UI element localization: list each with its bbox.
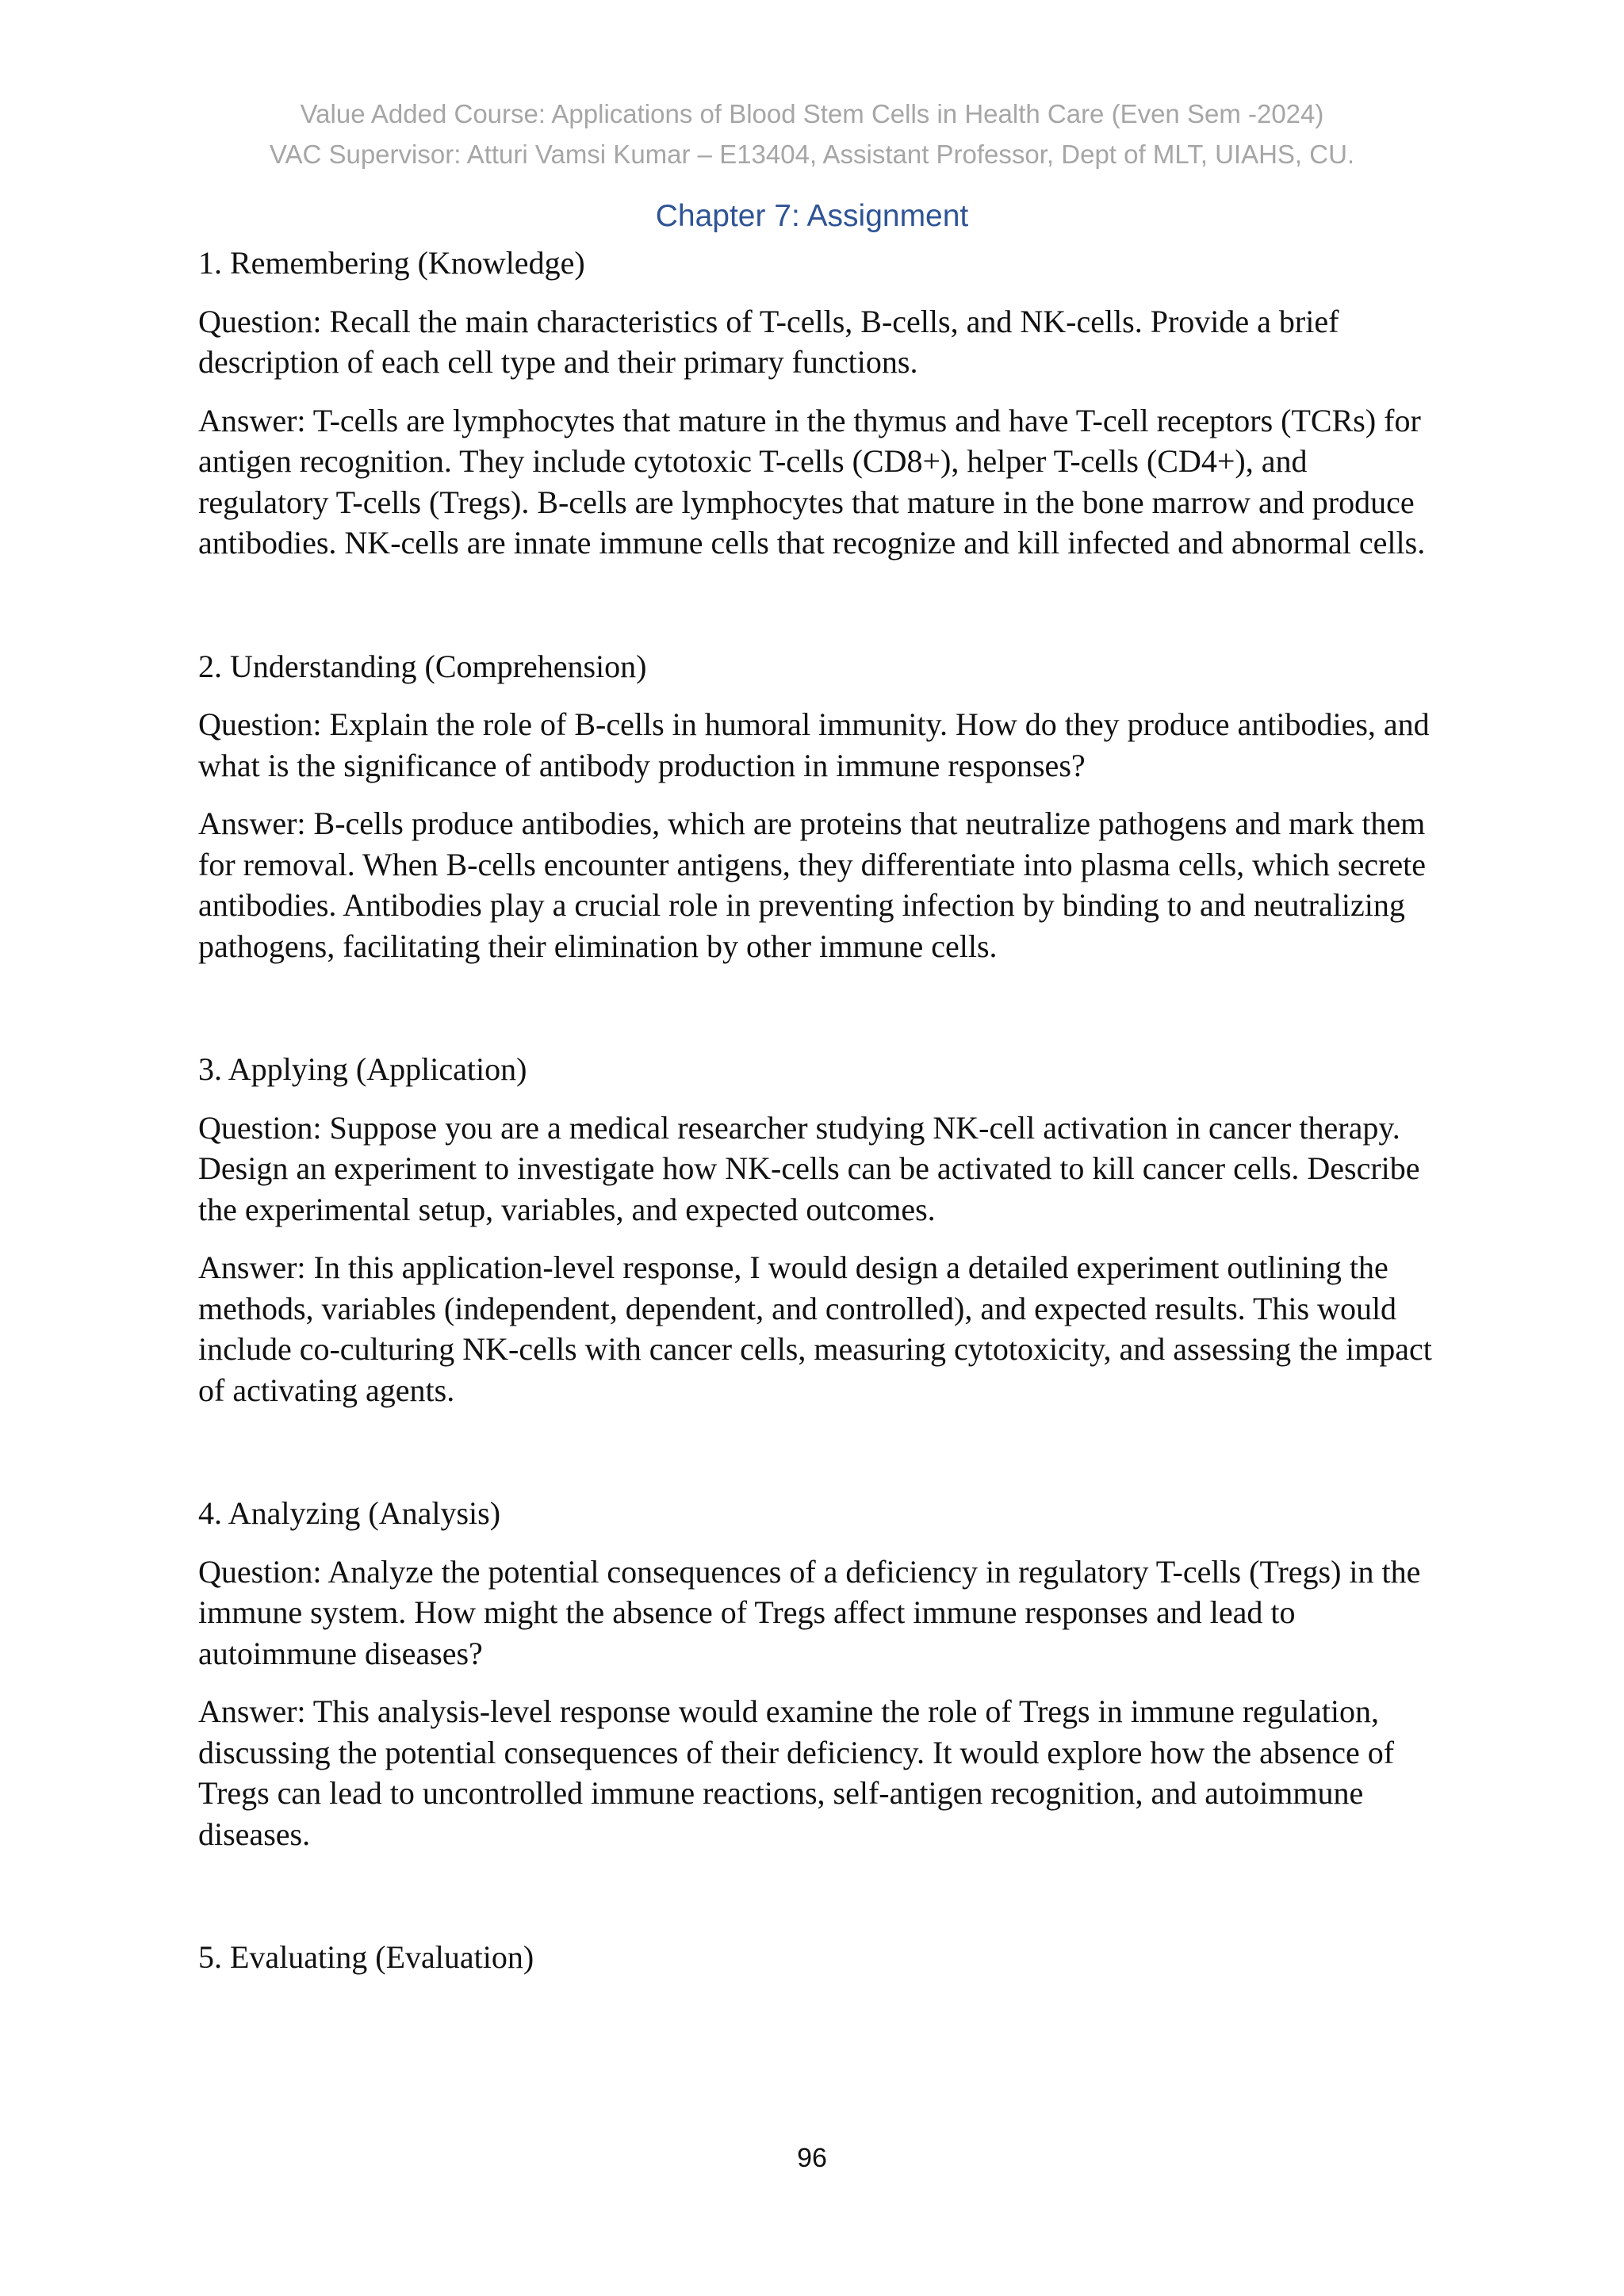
section-spacer [198,984,1443,1049]
section-spacer [198,1872,1443,1937]
answer-text: Answer: B-cells produce antibodies, which are proteins that neutralize pathogens and mark them for removal. When B-cells encounter antigens, they differentiate into plasma cells, which secrete antibodies. Antibodies play a crucial role in preventing infection by binding to and neutralizing pathogens, facilitating their elimination by other immune cells. [198,806,1426,964]
page-number: 96 [797,2143,827,2173]
answer-text: Answer: In this application-level response, I would design a detailed experiment outlining the methods, variables (independent, dependent, and controlled), and expected results. This would include co-culturing NK-cells with cancer cells, measuring cytotoxicity, and assessing the impact of activating agents. [198,1249,1432,1408]
section-heading: 3. Applying (Application) [198,1051,527,1087]
section-analyzing [198,1493,1443,1854]
question-text: Question: Analyze the potential consequences of a deficiency in regulatory T-cells (Tregs) in the immune system. How might the absence of Tregs affect immune responses and lead to autoimmune diseases? [198,1553,1421,1671]
question-text: Question: Explain the role of B-cells in humoral immunity. How do they produce antibodies, and what is the significance of antibody production in immune responses? [198,706,1430,783]
section-spacer [198,1428,1443,1493]
header-course-line: Value Added Course: Applications of Blood Stem Cells in Health Care (Even Sem -2024) [300,99,1324,128]
assignment-content [198,243,1443,1996]
question-text: Question: Recall the main characteristics of T-cells, B-cells, and NK-cells. Provide a brief description of each cell type and their primary functions. [198,303,1339,380]
section-spacer [198,581,1443,646]
section-evaluating [198,1937,1443,1978]
question-text: Question: Suppose you are a medical researcher studying NK-cell activation in cancer therapy. Design an experiment to investigate how NK-cells can be activated to kill cancer cells. Describe the experimental setup, variables, and expected outcomes. [198,1109,1420,1227]
section-understanding [198,646,1443,967]
answer-text: Answer: T-cells are lymphocytes that mature in the thymus and have T-cell receptors (TCRs) for antigen recognition. They include cytotoxic T-cells (CD8+), helper T-cells (CD4+), and regulatory T-cells (Tregs). B-cells are lymphocytes that mature in the bone marrow and produce antibodies. NK-cells are innate immune cells that recognize and kill infected and abnormal cells. [198,402,1426,561]
page-header [0,94,1624,174]
section-heading: 2. Understanding (Comprehension) [198,648,647,684]
section-heading: 4. Analyzing (Analysis) [198,1495,501,1531]
section-remembering [198,243,1443,564]
section-applying [198,1049,1443,1410]
answer-text: Answer: This analysis-level response would examine the role of Tregs in immune regulation, discussing the potential consequences of their deficiency. It would explore how the absence of Tregs can lead to uncontrolled immune reactions, self-antigen recognition, and autoimmune diseases. [198,1693,1395,1852]
section-heading: 5. Evaluating (Evaluation) [198,1939,534,1975]
section-heading: 1. Remembering (Knowledge) [198,245,585,281]
header-supervisor-line: VAC Supervisor: Atturi Vamsi Kumar – E13404, Assistant Professor, Dept of MLT, UIAHS, CU. [269,140,1355,169]
chapter-title: Chapter 7: Assignment [655,199,969,233]
